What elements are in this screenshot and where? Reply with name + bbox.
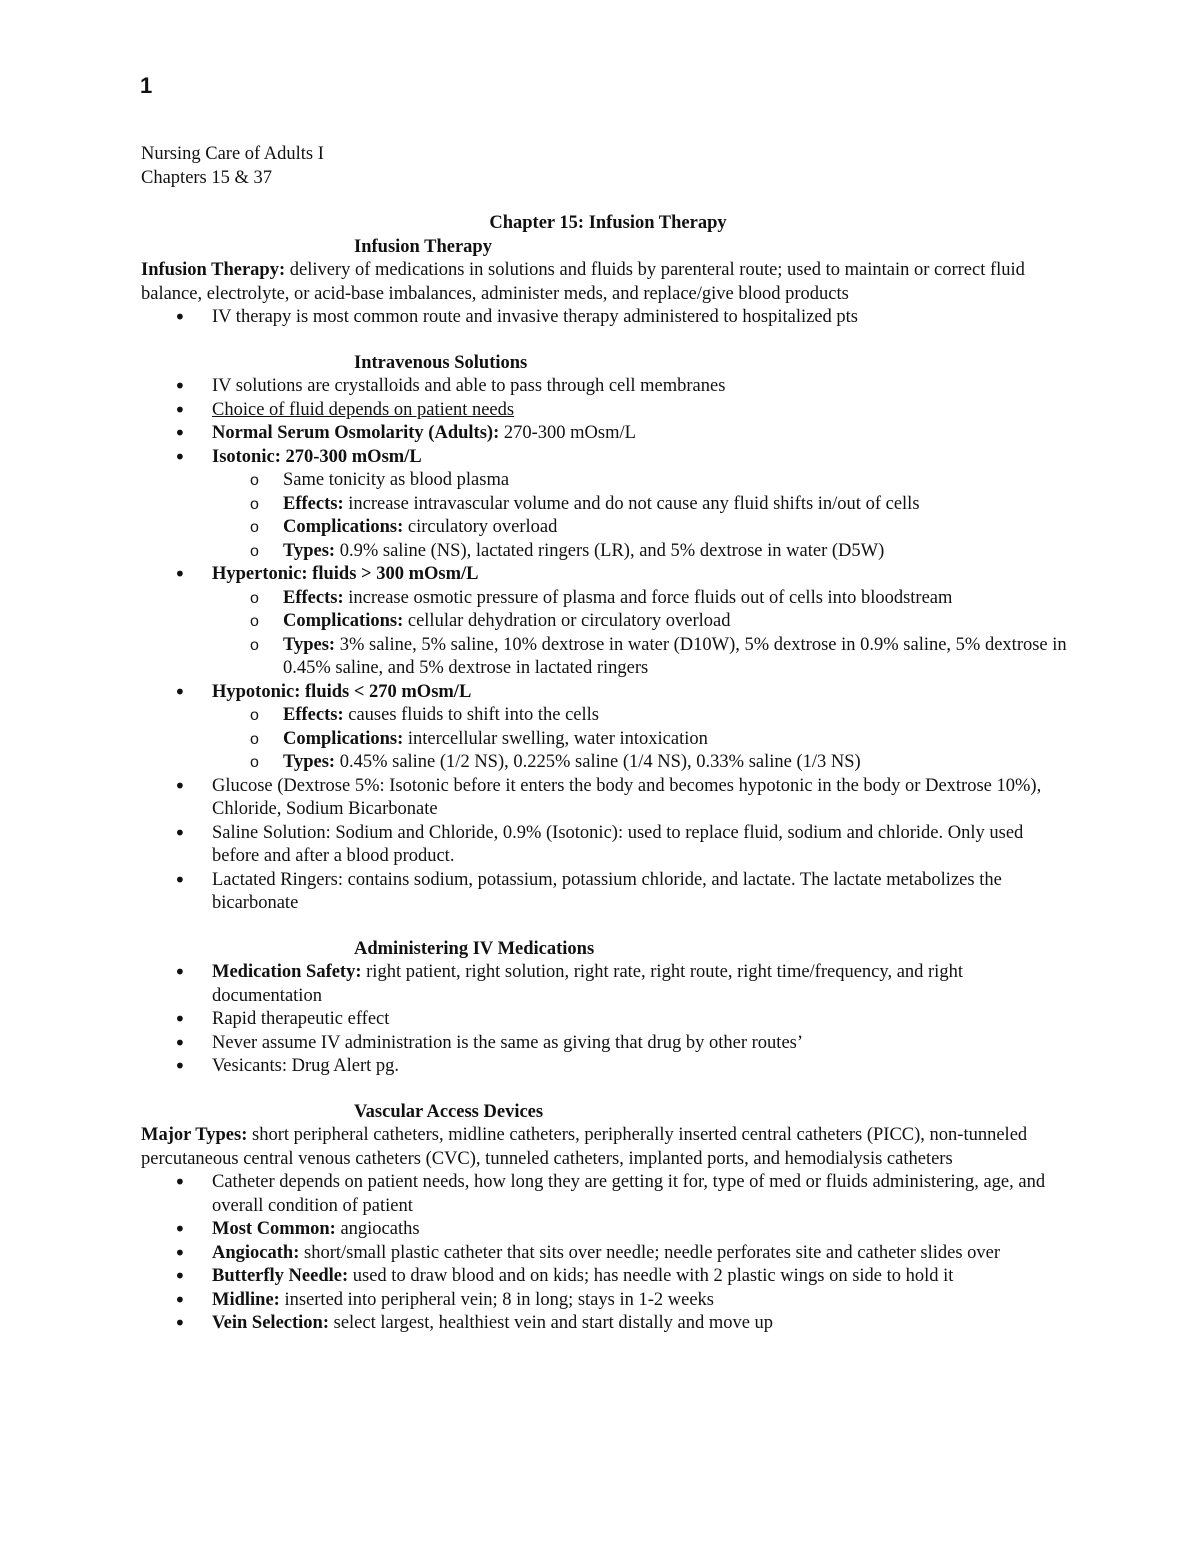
term-text: cellular dehydration or circulatory overload [403, 611, 731, 631]
list-item: • Saline Solution: Sodium and Chloride, 0.9% (Isotonic): used to replace fluid, sodium and chloride. Only used before and after a blood product. [141, 822, 1071, 869]
term: Effects: [283, 587, 344, 608]
term: Complications: [283, 728, 404, 749]
term-text: causes fluids to shift into the cells [343, 705, 599, 725]
term: Types: [283, 752, 336, 772]
chapter-title: Chapter 15: Infusion Therapy [489, 213, 727, 233]
list-item: • Glucose (Dextrose 5%: Isotonic before it enters the body and becomes hypotonic in the body or Dextrose 10%), Chloride, Sodium Bicarbonate [141, 775, 1071, 822]
term: Normal Serum Osmolarity (Adults): [212, 423, 500, 443]
list-item: • Never assume IV administration is the same as giving that drug by other routes’ [141, 1032, 1071, 1056]
term: Most Common: [212, 1219, 336, 1239]
section-heading-administering-iv-medications: Administering IV Medications [354, 938, 595, 959]
list-item-hypertonic [141, 563, 1071, 681]
list-item-isotonic [141, 446, 1071, 564]
term-text: intercellular swelling, water intoxication [403, 728, 708, 749]
term-text: 0.9% saline (NS), lactated ringers (LR), and 5% dextrose in water (D5W) [335, 540, 885, 561]
sub-item [212, 516, 1071, 540]
term: Effects: [283, 493, 344, 514]
sub-item [212, 610, 1071, 634]
list-item: • Vesicants: Drug Alert pg. [141, 1055, 1071, 1079]
list-item [141, 422, 1071, 446]
term: Angiocath: [212, 1242, 300, 1263]
list-item [141, 1218, 1071, 1242]
term: Types: [283, 540, 336, 561]
page-number: 1 [140, 73, 153, 98]
course-title: Nursing Care of Adults I [141, 144, 324, 164]
sub-item [212, 751, 1071, 775]
vad-list [141, 1171, 1071, 1336]
chapters-line: Chapters 15 & 37 [141, 167, 273, 188]
term: Butterfly Needle: [212, 1266, 349, 1286]
section-heading-infusion-therapy: Infusion Therapy [354, 236, 492, 257]
list-item [141, 1289, 1071, 1313]
sub-item [212, 493, 1071, 517]
term: Medication Safety: [212, 962, 362, 982]
major-types-paragraph [141, 1124, 1071, 1171]
isotonic-sublist [212, 469, 1071, 563]
term-text: 0.45% saline (1/2 NS), 0.225% saline (1/4 NS), 0.33% saline (1/3 NS) [335, 752, 861, 772]
list-item: • Catheter depends on patient needs, how long they are getting it for, type of med or fluids administering, age, and overall condition of patient [141, 1171, 1071, 1218]
list-item: • IV solutions are crystalloids and able to pass through cell membranes [141, 375, 1071, 399]
document-body [141, 143, 1071, 1336]
definition-text: delivery of medications in solutions and fluids by parenteral route; used to maintain or correct fluid balance, electrolyte, or acid-base imbalances, administer meds, and replace/give blood products [141, 260, 1025, 304]
hypotonic-sublist [212, 704, 1071, 775]
term: Complications: [283, 517, 404, 537]
term: Vein Selection: [212, 1313, 329, 1333]
term: Hypertonic: fluids > 300 mOsm/L [212, 564, 479, 584]
underlined-text: Choice of fluid depends on patient needs [212, 399, 515, 420]
list-item [141, 1265, 1071, 1289]
list-item [141, 961, 1071, 1008]
term-text: short/small plastic catheter that sits over needle; needle perforates site and catheter slides over [299, 1242, 1001, 1263]
sub-item [212, 634, 1071, 681]
term-text: used to draw blood and on kids; has needle with 2 plastic wings on side to hold it [348, 1266, 954, 1286]
infusion-therapy-definition [141, 259, 1071, 306]
list-item-hypotonic [141, 681, 1071, 775]
sub-item [212, 587, 1071, 611]
sub-item: o Same tonicity as blood plasma [212, 469, 1071, 493]
term: Isotonic: 270-300 mOsm/L [212, 446, 422, 467]
term: Complications: [283, 611, 404, 631]
iv-solutions-list [141, 375, 1071, 916]
list-item: • IV therapy is most common route and invasive therapy administered to hospitalized pts [141, 306, 1071, 330]
term-text: angiocaths [335, 1219, 420, 1239]
term: Midline: [212, 1289, 280, 1310]
term: Hypotonic: fluids < 270 mOsm/L [212, 681, 472, 702]
sub-item [212, 704, 1071, 728]
list-item [141, 1312, 1071, 1336]
list-item [141, 1242, 1071, 1266]
term-text: 3% saline, 5% saline, 10% dextrose in water (D10W), 5% dextrose in 0.9% saline, 5% dextrose in 0.45% saline, and 5% dextrose in lactated ringers [283, 634, 1067, 678]
term-text: circulatory overload [403, 517, 558, 537]
term-text: select largest, healthiest vein and start distally and move up [329, 1313, 774, 1333]
section-heading-vascular-access-devices: Vascular Access Devices [354, 1101, 544, 1122]
hypertonic-sublist [212, 587, 1071, 681]
sub-item [212, 728, 1071, 752]
term-text: inserted into peripheral vein; 8 in long; stays in 1-2 weeks [279, 1289, 714, 1310]
admin-list [141, 961, 1071, 1079]
sub-item [212, 540, 1071, 564]
term: Major Types: [141, 1125, 248, 1145]
term-text: increase osmotic pressure of plasma and force fluids out of cells into bloodstream [343, 587, 953, 608]
list-item: • Lactated Ringers: contains sodium, potassium, potassium chloride, and lactate. The lactate metabolizes the bicarbonate [141, 869, 1071, 916]
list-item: • Rapid therapeutic effect [141, 1008, 1071, 1032]
infusion-bullets [141, 306, 1071, 330]
section-heading-intravenous-solutions: Intravenous Solutions [354, 352, 528, 373]
term-text: 270-300 mOsm/L [499, 423, 636, 443]
list-item [141, 399, 1071, 423]
term: Types: [283, 634, 336, 655]
term-text: short peripheral catheters, midline catheters, peripherally inserted central catheters (PICC), non-tunneled percutaneous central venous catheters (CVC), tunneled catheters, implanted ports, and hemodialysis catheters [141, 1125, 1028, 1169]
term-text: right patient, right solution, right rate, right route, right time/frequency, and right documentation [212, 962, 963, 1006]
definition-term: Infusion Therapy: [141, 260, 286, 280]
term-text: increase intravascular volume and do not cause any fluid shifts in/out of cells [343, 493, 920, 514]
term: Effects: [283, 705, 344, 725]
